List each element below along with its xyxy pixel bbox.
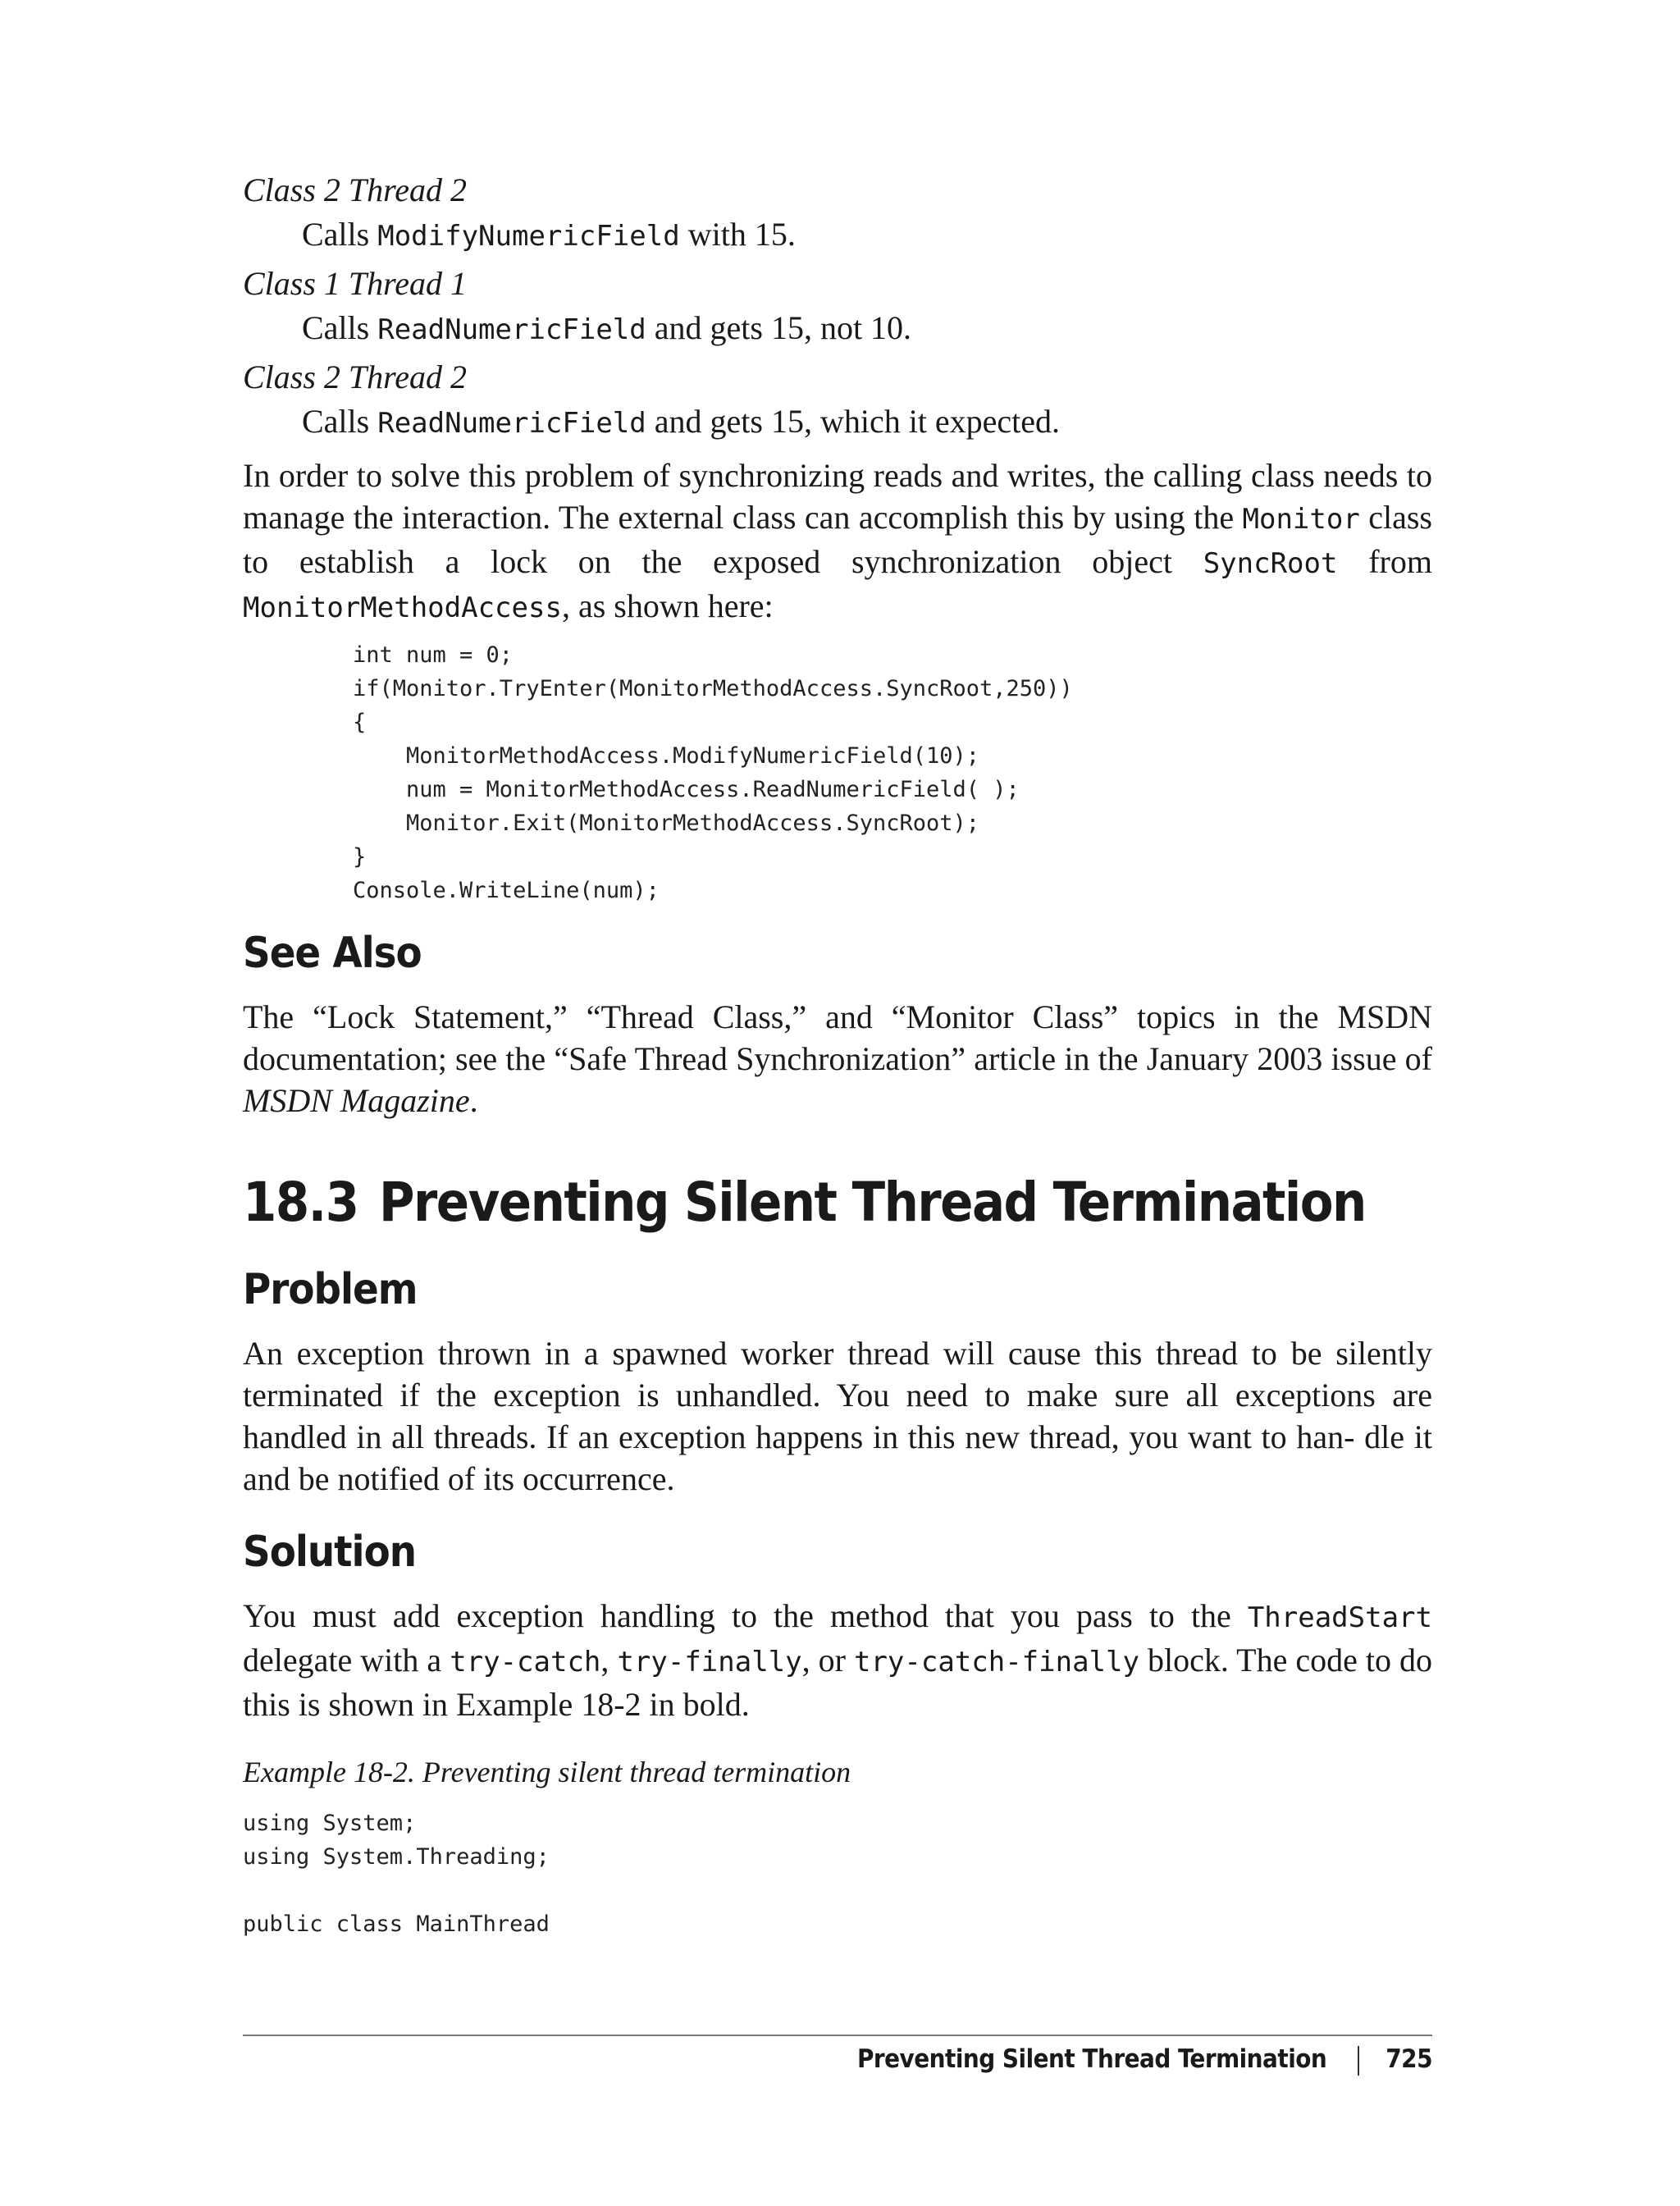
page-footer bbox=[857, 2043, 1432, 2076]
case-term: Class 2 Thread 2 bbox=[243, 359, 468, 395]
body-paragraph: In order to solve this problem of synchronizing reads and writes, the calling class needs to manage the interaction. The external class can accomplish this by using the Monitor class to establish a lock on the exposed synchronization object SyncRoot from MonitorMethodAccess, as shown here: bbox=[243, 457, 1432, 624]
running-head: Preventing Silent Thread Termination bbox=[856, 2044, 1327, 2074]
case-term: Class 2 Thread 2 bbox=[243, 171, 468, 208]
section-heading-see-also: See Also bbox=[243, 929, 422, 978]
section-heading-problem: Problem bbox=[243, 1265, 418, 1314]
example-caption: Example 18-2. Preventing silent thread termination bbox=[243, 1756, 851, 1788]
example-code-listing: using System; using System.Threading; public class MainThread bbox=[243, 1811, 550, 1937]
page-number: 725 bbox=[1386, 2044, 1432, 2074]
footer-rule bbox=[243, 2035, 1432, 2036]
case-term: Class 1 Thread 1 bbox=[243, 265, 468, 302]
section-heading-solution: Solution bbox=[243, 1528, 417, 1577]
see-also-paragraph: The “Lock Statement,” “Thread Class,” and “Monitor Class” topics in the MSDN documentation; see the “Safe Thread Synchronization” article in the January 2003 issue of MSDN Magazine. bbox=[243, 998, 1432, 1119]
code-listing: int num = 0; if(Monitor.TryEnter(MonitorMethodAccess.SyncRoot,250)) { MonitorMethodAccess.ModifyNumericField(10); num = MonitorMethodAccess.ReadNumericField( ); Monitor.Exit(MonitorMethodAccess.SyncRoot); } Console.WriteLine(num); bbox=[353, 642, 1073, 903]
solution-paragraph: You must add exception handling to the method that you pass to the ThreadStart delegate with a try-catch, try-finally, or try-catch-finally block. The code to do this is shown in Example 18-2 in bold. bbox=[243, 1597, 1433, 1723]
problem-paragraph: An exception thrown in a spawned worker thread will cause this thread to be silently terminated if the exception is unhandled. You need to make sure all exceptions are handled in all threads. If an exception happens in this new thread, you want to han- dle it and be notified of its occurrence. bbox=[243, 1335, 1432, 1497]
case-description: Calls ModifyNumericField with 15. bbox=[302, 216, 796, 253]
recipe-title: 18.3 Preventing Silent Thread Termination bbox=[243, 1171, 1366, 1234]
footer-separator bbox=[1358, 2046, 1359, 2076]
case-description: Calls ReadNumericField and gets 15, not 10. bbox=[302, 309, 912, 346]
case-description: Calls ReadNumericField and gets 15, which it expected. bbox=[302, 403, 1061, 440]
